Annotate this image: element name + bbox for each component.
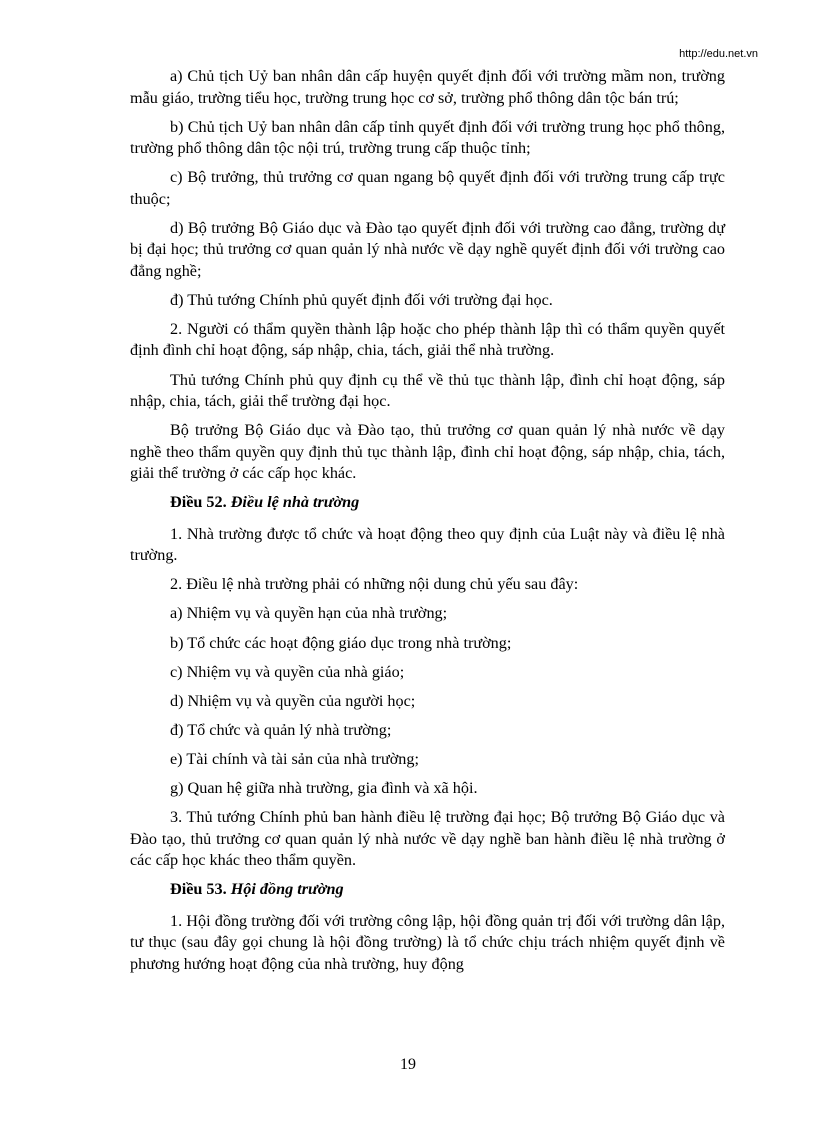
paragraph-1a: a) Chủ tịch Uỷ ban nhân dân cấp huyện quyết định đối với trường mầm non, trường mẫu giáo, trường tiểu học, trường trung học cơ sở, trường phổ thông dân tộc bán trú; <box>130 67 725 107</box>
paragraph-1c: c) Bộ trưởng, thủ trưởng cơ quan ngang bộ quyết định đối với trường trung cấp trực thuộc; <box>130 168 725 208</box>
paragraph-minister-regulation: Bộ trưởng Bộ Giáo dục và Đào tạo, thủ trưởng cơ quan quản lý nhà nước về dạy nghề theo thẩm quyền quy định thủ tục thành lập, đình chỉ hoạt động, sáp nhập, chia, tách, giải thể trường ở các cấp học khác. <box>130 421 725 483</box>
article-53-title: Hội đồng trường <box>230 880 344 899</box>
article-52-heading <box>130 492 725 514</box>
article-52-clause-1: 1. Nhà trường được tổ chức và hoạt động theo quy định của Luật này và điều lệ nhà trường. <box>130 524 725 565</box>
article-52-clause-2: 2. Điều lệ nhà trường phải có những nội dung chủ yếu sau đây: <box>170 575 579 594</box>
article-52-item-e: e) Tài chính và tài sản của nhà trường; <box>170 749 419 768</box>
paragraph-1b: b) Chủ tịch Uỷ ban nhân dân cấp tỉnh quyết định đối với trường trung học phổ thông, trường phổ thông dân tộc nội trú, trường trung cấp thuộc tỉnh; <box>130 117 725 158</box>
article-53-label: Điều 53. <box>170 880 227 899</box>
article-52-item-b: b) Tổ chức các hoạt động giáo dục trong nhà trường; <box>170 633 512 652</box>
paragraph-2: 2. Người có thẩm quyền thành lập hoặc cho phép thành lập thì có thẩm quyền quyết định đình chỉ hoạt động, sáp nhập, chia, tách, giải thể nhà trường. <box>130 319 725 360</box>
article-52-item-c: c) Nhiệm vụ và quyền của nhà giáo; <box>170 662 405 681</box>
article-52-item-d: d) Nhiệm vụ và quyền của người học; <box>170 691 416 710</box>
paragraph-1dd: đ) Thủ tướng Chính phủ quyết định đối với trường đại học. <box>170 290 553 309</box>
article-52-item-dd: đ) Tổ chức và quản lý nhà trường; <box>170 720 392 739</box>
page-number: 19 <box>400 1056 416 1073</box>
article-52-clause-3: 3. Thủ tướng Chính phủ ban hành điều lệ trường đại học; Bộ trưởng Bộ Giáo dục và Đào tạo, thủ trưởng cơ quan quản lý nhà nước về dạy nghề ban hành điều lệ nhà trường ở các cấp học khác theo thẩm quyền. <box>130 808 725 870</box>
article-53-heading <box>130 879 725 901</box>
article-53-clause-1: 1. Hội đồng trường đối với trường công lập, hội đồng quản trị đối với trường dân lập, tư thục (sau đây gọi chung là hội đồng trường) là tổ chức chịu trách nhiệm quyết định về phương hướng hoạt động của nhà trường, huy động <box>130 911 725 973</box>
article-52-label: Điều 52. <box>170 493 227 512</box>
header-url: http://edu.net.vn <box>679 48 758 60</box>
article-52-item-a: a) Nhiệm vụ và quyền hạn của nhà trường; <box>170 604 448 623</box>
article-52-title: Điều lệ nhà trường <box>230 493 360 512</box>
paragraph-1d: d) Bộ trưởng Bộ Giáo dục và Đào tạo quyết định đối với trường cao đẳng, trường dự bị đại học; thủ trưởng cơ quan quản lý nhà nước về dạy nghề quyết định đối với trường cao đẳng nghề; <box>130 218 725 280</box>
article-52-item-g: g) Quan hệ giữa nhà trường, gia đình và xã hội. <box>170 779 478 797</box>
document-body <box>130 66 725 983</box>
paragraph-pm-regulation: Thủ tướng Chính phủ quy định cụ thể về thủ tục thành lập, đình chỉ hoạt động, sáp nhập, chia, tách, giải thể trường đại học. <box>130 370 725 411</box>
